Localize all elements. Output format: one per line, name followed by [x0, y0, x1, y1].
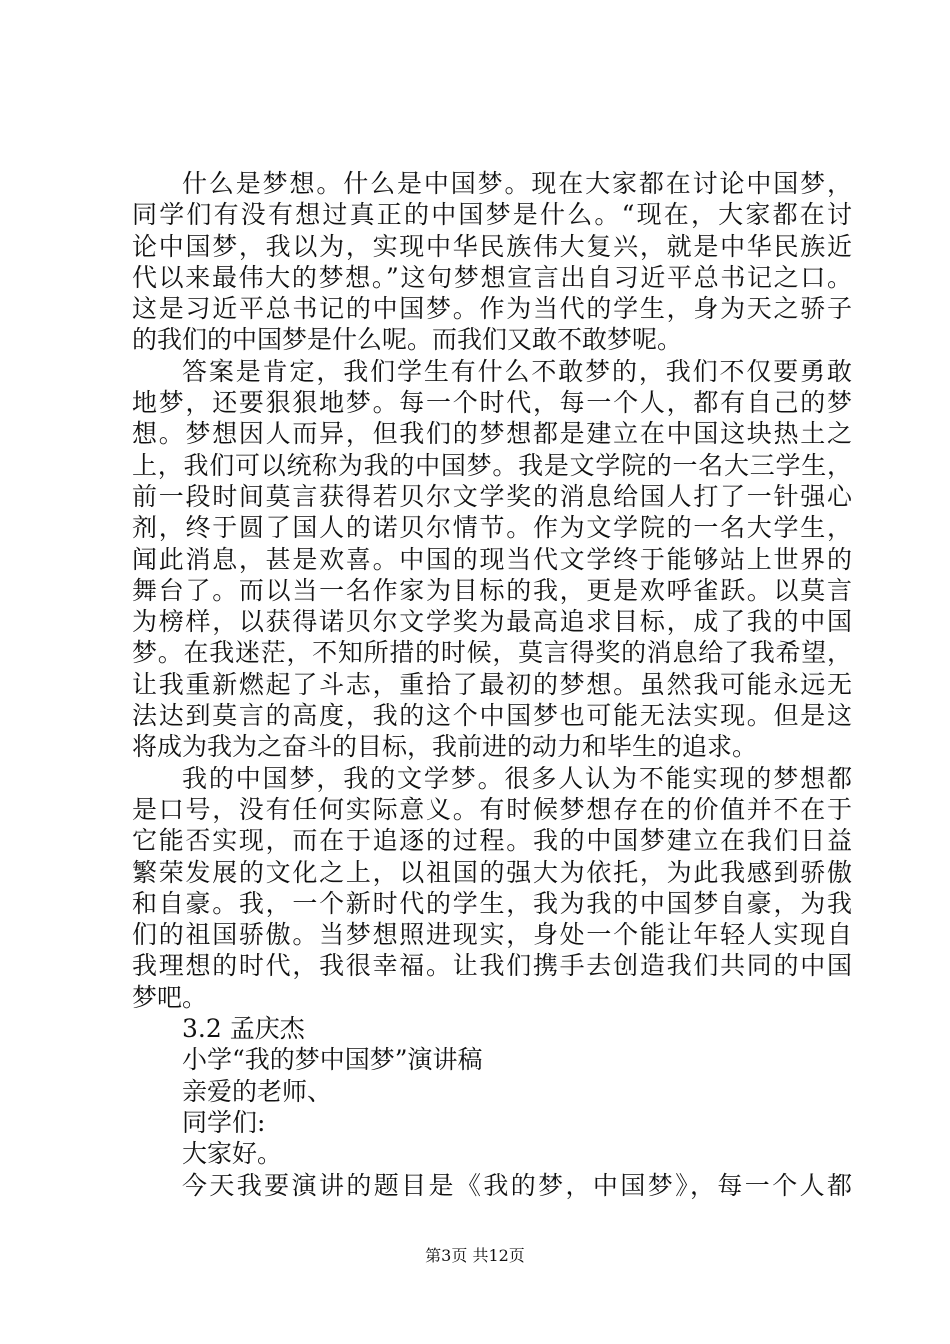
text-line: 梦吧。: [132, 982, 208, 1012]
text-line: 同学们有没有想过真正的中国梦是什么。“现在，大家都在讨: [132, 200, 852, 230]
text-line: 答案是肯定，我们学生有什么不敢梦的，我们不仅要勇敢: [182, 356, 852, 386]
text-line: 地梦，还要狠狠地梦。每一个时代，每一个人，都有自己的梦: [132, 388, 852, 418]
paragraph-literature-dream: [132, 356, 852, 763]
text-line: 论中国梦，我以为，实现中华民族伟大复兴，就是中华民族近: [132, 231, 852, 261]
text-line: 法达到莫言的高度，我的这个中国梦也可能无法实现。但是这: [132, 701, 852, 731]
text-line: 什么是梦想。什么是中国梦。现在大家都在讨论中国梦，: [182, 169, 852, 198]
speech-title: 小学“我的梦中国梦”演讲稿: [182, 1045, 483, 1075]
text-line: 舞台了。而以当一名作家为目标的我，更是欢呼雀跃。以莫言: [132, 575, 852, 605]
text-line: 让我重新燃起了斗志，重拾了最初的梦想。虽然我可能永远无: [132, 669, 852, 699]
text-line: 它能否实现，而在于追逐的过程。我的中国梦建立在我们日益: [132, 826, 852, 856]
text-line: 和自豪。我，一个新时代的学生，我为我的中国梦自豪，为我: [132, 888, 852, 918]
text-line: 想。梦想因人而异，但我们的梦想都是建立在中国这块热土之: [132, 419, 852, 449]
speech-opening-line: 今天我要演讲的题目是《我的梦，中国梦》，每一个人都: [182, 1170, 852, 1200]
text-line: 我的中国梦，我的文学梦。很多人认为不能实现的梦想都: [182, 763, 852, 793]
greeting: 大家好。: [182, 1139, 283, 1169]
text-line: 是口号，没有任何实际意义。有时候梦想存在的价值并不在于: [132, 794, 852, 824]
document-body: [132, 168, 852, 1201]
text-line: 这是习近平总书记的中国梦。作为当代的学生，身为天之骄子: [132, 294, 852, 324]
section-heading: 3.2 孟庆杰: [182, 1014, 305, 1044]
text-line: 繁荣发展的文化之上，以祖国的强大为依托，为此我感到骄傲: [132, 857, 852, 887]
text-line: 为榜样，以获得诺贝尔文学奖为最高追求目标，成了我的中国: [132, 607, 852, 637]
salutation-students: 同学们:: [182, 1107, 266, 1137]
text-line: 梦。在我迷茫，不知所措的时候，莫言得奖的消息给了我希望，: [132, 638, 852, 668]
page-number-footer: 第3页 共12页: [425, 1246, 525, 1265]
text-line: 前一段时间莫言获得若贝尔文学奖的消息给国人打了一针强心: [132, 481, 852, 511]
text-line: 我理想的时代，我很幸福。让我们携手去创造我们共同的中国: [132, 951, 852, 981]
salutation-teachers: 亲爱的老师、: [182, 1076, 333, 1106]
text-line: 将成为我为之奋斗的目标，我前进的动力和毕生的追求。: [132, 732, 758, 762]
paragraph-chinese-dream-intro: [132, 168, 852, 356]
text-line: 们的祖国骄傲。当梦想照进现实，身处一个能让年轻人实现自: [132, 920, 852, 950]
text-line: 上，我们可以统称为我的中国梦。我是文学院的一名大三学生，: [132, 450, 852, 480]
text-line: 剂，终于圆了国人的诺贝尔情节。作为文学院的一名大学生，: [132, 513, 852, 543]
text-line: 闻此消息，甚是欢喜。中国的现当代文学终于能够站上世界的: [132, 544, 852, 574]
text-line: 代以来最伟大的梦想。”这句梦想宣言出自习近平总书记之口。: [132, 262, 852, 292]
paragraph-conclusion: [132, 763, 852, 1013]
text-line: 的我们的中国梦是什么呢。而我们又敢不敢梦呢。: [132, 325, 683, 355]
